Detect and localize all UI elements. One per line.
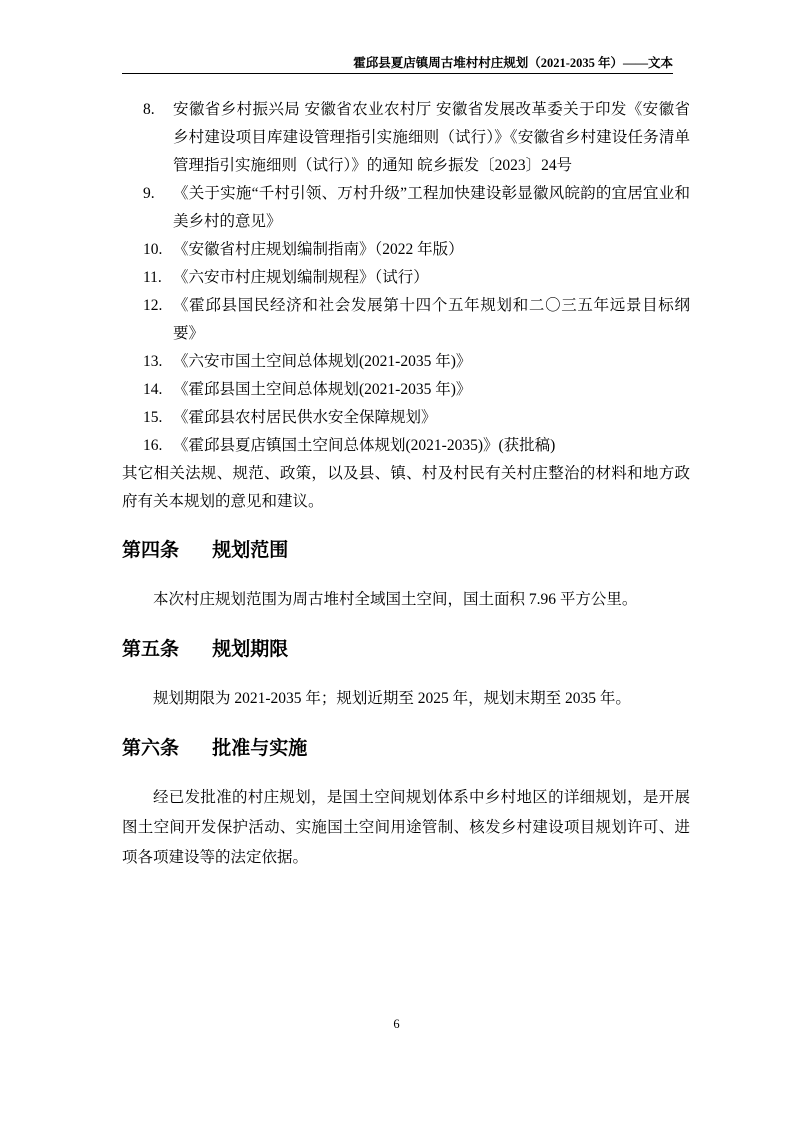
list-item-number: 14. (143, 381, 163, 398)
page-content (122, 74, 690, 873)
list-item-text: 《霍邱县夏店镇国土空间总体规划(2021-2035)》(获批稿) (173, 437, 556, 454)
list-item-text: 《关于实施“千村引领、万村升级”工程加快建设彰显徽风皖韵的宜居宜业和美乡村的意见》 (173, 185, 690, 230)
list-item-number: 8. (143, 101, 155, 118)
page-number: 6 (393, 1017, 400, 1031)
article-6-title: 批准与实施 (212, 738, 308, 759)
article-4-body: 本次村庄规划范围为周古堆村全域国土空间，国土面积 7.96 平方公里。 (153, 591, 638, 608)
list-item (122, 236, 690, 264)
page-header (122, 55, 673, 74)
list-item-number: 10. (143, 241, 163, 258)
list-item-number: 13. (143, 353, 163, 370)
list-item-number: 15. (143, 409, 163, 426)
list-item-text: 《六安市村庄规划编制规程》（试行） (173, 269, 429, 286)
list-item (122, 376, 690, 404)
reference-list (122, 96, 690, 460)
article-4-heading (122, 538, 690, 563)
article-6-label: 第六条 (122, 738, 180, 759)
article-4-label: 第四条 (122, 540, 180, 561)
list-item (122, 264, 690, 292)
list-item (122, 432, 690, 460)
list-item-text: 安徽省乡村振兴局 安徽省农业农村厅 安徽省发展改革委关于印发《安徽省乡村建设项目库建设管理指引实施细则（试行）》《安徽省乡村建设任务清单管理指引实施细则（试行）》的通知 皖乡振发〔2023〕24号 (173, 101, 690, 174)
article-5-title: 规划期限 (212, 639, 289, 660)
article-6-body: 经已发批准的村庄规划，是国土空间规划体系中乡村地区的详细规划，是开展图土空间开发保护活动、实施国土空间用途管制、核发乡村建设项目规划许可、进项各项建设等的法定依据。 (122, 789, 690, 866)
header-title: 霍邱县夏店镇周古堆村村庄规划（2021-2035 年）——文本 (353, 56, 673, 70)
article-6-heading (122, 736, 690, 761)
list-item (122, 180, 690, 236)
article-5-body: 规划期限为 2021-2035 年；规划近期至 2025 年，规划末期至 2035 年。 (153, 690, 631, 707)
page-footer (0, 1016, 793, 1032)
list-item-text: 《六安市国土空间总体规划(2021-2035 年)》 (173, 353, 472, 370)
list-item (122, 292, 690, 348)
list-item (122, 404, 690, 432)
list-item-text: 《霍邱县农村居民供水安全保障规划》 (173, 409, 437, 426)
list-item-number: 12. (143, 297, 163, 314)
section-article-5 (122, 637, 690, 714)
list-item-text: 《安徽省村庄规划编制指南》（2022 年版） (173, 241, 464, 258)
list-item-text: 《霍邱县国民经济和社会发展第十四个五年规划和二〇三五年远景目标纲要》 (173, 297, 690, 342)
article-5-heading (122, 637, 690, 662)
list-item (122, 348, 690, 376)
list-item-number: 16. (143, 437, 163, 454)
list-item-number: 11. (143, 269, 162, 286)
article-5-label: 第五条 (122, 639, 180, 660)
article-4-title: 规划范围 (212, 540, 289, 561)
list-item-text: 《霍邱县国土空间总体规划(2021-2035 年)》 (173, 381, 472, 398)
section-article-6 (122, 736, 690, 873)
list-item (122, 96, 690, 180)
section-article-4 (122, 538, 690, 615)
closing-paragraph: 其它相关法规、规范、政策，以及县、镇、村及村民有关村庄整治的材料和地方政府有关本规划的意见和建议。 (122, 465, 690, 510)
list-item-number: 9. (143, 185, 155, 202)
